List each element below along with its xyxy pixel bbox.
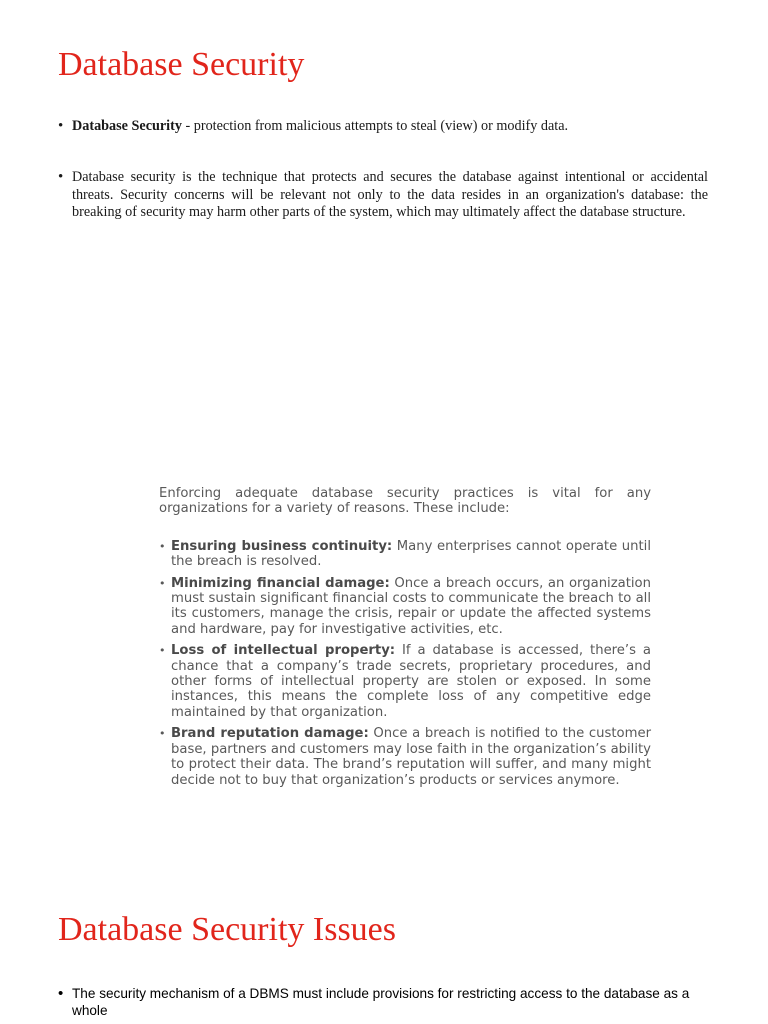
reason-heading: Brand reputation damage:: [171, 726, 369, 742]
bullet-icon: •: [159, 644, 166, 658]
bullet-text: Database security is the technique that protects and secures the database against intentional or accidental threats. Security concerns will be relevant not only to the data resides in an organization's database: the breaking of security may harm other parts of the system, which may ultimately affect the database structure.: [72, 169, 708, 220]
list-item: [159, 576, 651, 638]
reason-text: [171, 726, 651, 788]
list-item: [159, 726, 651, 788]
reason-heading: Loss of intellectual property:: [171, 643, 396, 659]
reason-text: [171, 539, 651, 570]
list-item: [58, 169, 708, 222]
bullet-icon: •: [58, 985, 64, 1002]
bullet-text: [72, 118, 708, 136]
list-item: [159, 539, 651, 570]
bullet-body: - protection from malicious attempts to steal (view) or modify data.: [181, 118, 569, 134]
reasons-panel: [159, 486, 651, 794]
bullet-icon: •: [58, 169, 64, 185]
reason-text: [171, 576, 651, 638]
bullet-text: The security mechanism of a DBMS must include provisions for restricting access to the database as a whole: [72, 986, 690, 1018]
section-title-database-security-issues: Database Security Issues: [58, 911, 397, 948]
list-item: [159, 643, 651, 720]
bullet-icon: •: [159, 539, 166, 553]
bullet-icon: •: [58, 118, 64, 134]
list-item: [58, 118, 708, 136]
reason-heading: Minimizing financial damage:: [171, 575, 390, 591]
reason-text: [171, 643, 651, 720]
reason-body: If a database is accessed, there’s a chance that a company’s trade secrets, proprietary procedures, and other forms of intellectual property are stolen or exposed. In some instances, this means the complete loss of any competitive edge maintained by that organization.: [171, 643, 651, 720]
reason-body: Once a breach occurs, an organization must sustain significant financial costs to communicate the breach to all its customers, manage the crisis, repair or update the affected systems and hardware, pay for investigative activities, etc.: [171, 575, 651, 637]
bullet-bold-term: Database Security: [72, 118, 182, 134]
reason-body: Many enterprises cannot operate until the breach is resolved.: [171, 538, 651, 570]
section-title-database-security: Database Security: [58, 46, 305, 83]
bullet-icon: •: [159, 576, 166, 590]
list-item: [58, 985, 718, 1019]
bullet-icon: •: [159, 727, 166, 741]
reason-body: Once a breach is notified to the customer base, partners and customers may lose faith in the organization’s ability to protect their data. The brand’s reputation will suffer, and many might decide not to buy that organization’s products or services anymore.: [171, 726, 651, 788]
panel-intro: Enforcing adequate database security practices is vital for any organizations for a variety of reasons. These include:: [159, 486, 651, 517]
reason-heading: Ensuring business continuity:: [171, 538, 393, 554]
